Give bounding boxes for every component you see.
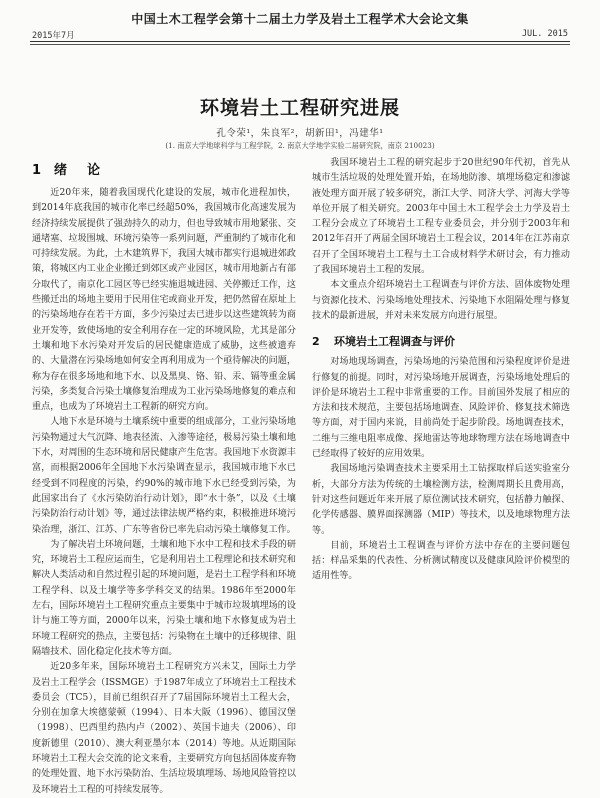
paper-affiliations: (1. 南京大学地球科学与工程学院，2. 南京大学地学实验二届研究院，南京 210023) <box>165 141 435 150</box>
paragraph: 我国场地污染调查技术主要采用土工钻探取样后送实验室分析，大部分方法为传统的土壤检测方法，检测周期长且费用高，针对这些问题近年来开展了原位测试技术研究，包括静力触探、化学传感器、膜界面探测器（MIP）等技术，以及地球物理方法等。 <box>312 464 570 536</box>
header-rule <box>30 41 570 42</box>
section-heading-2 <box>312 328 570 355</box>
section-number: 2 <box>312 335 320 349</box>
paragraph: 近20多年来，国际环境岩土工程研究方兴未艾，国际土力学及岩土工程学会（ISSMGE）于1987年成立了环境岩土工程技术委员会（TC5），目前已组织召开了7届国际环境岩土工程大会，分别在加拿大埃德蒙顿（1994）、日本大阪（1996）、德国汉堡（1998）、巴西里约热内卢（2002）、英国卡迪夫（2006）、印度新德里（2010）、澳大利亚墨尔本（2014）等地。从近期国际环境岩土工程大会交流的论文来看，主要研究方向包括固体废弃物的处理处置、地下水污染防治、生活垃圾填埋场、场地风险管控以及环境岩土工程的可持续发展等。 <box>32 662 296 795</box>
section-heading-1 <box>32 156 296 186</box>
paragraph: 我国环境岩土工程的研究起步于20世纪90年代初，首先从城市生活垃圾的处理处置开始，在场地防渗、填埋场稳定和渗滤液处理方面开展了较多研究，浙江大学、同济大学、河海大学等单位开展了相关研究。2003年中国土木工程学会土力学及岩土工程分会成立了环境岩土工程专业委员会，并分别于2003年和2012年召开了两届全国环境岩土工程会议，2014年在江苏南京召开了全国环境岩土工程与土工合成材料学术研讨会，有力推动了我国环境岩土工程的发展。 <box>312 158 570 276</box>
section-title: 绪论 <box>54 163 121 178</box>
paper-title: 环境岩土工程研究进展 <box>199 97 400 119</box>
body-column-right <box>312 156 570 585</box>
paragraph: 本文重点介绍环境岩土工程调查与评价方法、固体废物处理与资源化技术、污染场地处理技术、污染地下水阻隔处理与修复技术的最新进展，并对未来发展方向进行展望。 <box>312 280 570 321</box>
section-title: 环境岩土工程调查与评价 <box>334 335 455 349</box>
paragraph: 目前，环境岩土工程调查与评价方法中存在的主要问题包括：样品采集的代表性、分析测试精度以及健康风险评价模型的适用性等。 <box>312 540 570 582</box>
paragraph: 近20年来，随着我国现代化建设的发展，城市化进程加快，到2014年底我国的城市化率已经超50%，我国城市化高速发展为经济持续发展提供了强劲持久的动力，但也导致城市用地紧张、交通堵塞、垃圾围城、环境污染等一系列问题，严重制约了城市化和可持续发展。为此，土木建筑界下，我国大城市都实行退城进郊政策，将城区内工业企业搬迁到郊区或产业园区，城市用地新占有部分取代了，南京化工园区等已经实施退城进园、关停搬迁工作，这些搬迁出的场地主要用于民用住宅或商业开发，把仍然留在原址上的污染场地存在若干方面，多少污染过去已进步以这些建筑转为商业开发等，致使场地的安全利用存在一定的环境风险，尤其是部分土壤和地下水污染对开发后的居民健康造成了威胁，这些被遗弃的、大量潜在污染场地如何安全再利用成为一个亟待解决的问题，称为存在很多场地和地下水、以及黑臭、铬、铅、汞、镉等重金属污染，多类复合污染土壤修复治理成为工业污染场地修复的难点和重点，也成为了环境岩土工程新的研究方向。 <box>32 188 296 413</box>
paragraph: 人地下水是环境与土壤系统中重要的组成部分，工业污染场地污染物通过大气沉降、地表径流、入渗等途径，极易污染土壤和地下水，对周围的生态环境和居民健康产生危害。我国地下水资源丰富，而根据2006年全国地下水污染调查显示，我国城市地下水已经受到不同程度的污染，约90%的城市地下水已经受到污染，为此国家出台了《水污染防治行动计划》，即“水十条”，以及《土壤污染防治行动计划》等，通过法律法规严格约束，积极推进环境污染治理，浙江、江苏、广东等省份已率先启动污染土壤修复工作。 <box>32 417 296 535</box>
running-header: 中国土木工程学会第十二届土力学及岩土工程学术大会论文集 <box>131 12 469 26</box>
header-date-right: JUL. 2015 <box>521 29 568 39</box>
paragraph: 为了解决岩土环境问题，土壤和地下水中工程和技术手段的研究，环境岩土工程应运而生，它是利用岩土工程理论和技术研究和解决人类活动和自然过程引起的环境问题，是岩土工程学科和环境工程学科、以及土壤学等多学科交叉的结果。1986年至2000年左右，国际环境岩土工程研究重点主要集中于城市垃圾填埋场的设计与施工等方面，2000年以来，污染土壤和地下水修复成为岩土环境工程研究的热点，主要包括：污染物在土壤中的迁移规律、阻隔墙技术、固化稳定化技术等方面。 <box>32 539 296 657</box>
header-rule-thin <box>30 44 570 45</box>
body-column-left <box>32 156 296 798</box>
header-meta <box>32 29 568 41</box>
paragraph: 对场地现场调查，污染场地的污染范围和污染程度评价是进行修复的前提。同时，对污染场地开展调查，污染场地处理后的评价是环境岩土工程中非常重要的工作。目前国外发展了相应的方法和技术规范，主要包括场地调查、风险评价、修复技术筛选等方面，对于国内来说，目前尚处于起步阶段。场地调查技术，二维与三维电阻率成像、探地雷达等地球物理方法在场地调查中已经取得了较好的应用效果。 <box>312 357 570 460</box>
paper-authors: 孔令荣¹，朱良军²，胡新田¹，冯建华¹ <box>216 128 384 139</box>
header-date-left: 2015年7月 <box>32 31 75 41</box>
section-number: 1 <box>32 163 42 178</box>
